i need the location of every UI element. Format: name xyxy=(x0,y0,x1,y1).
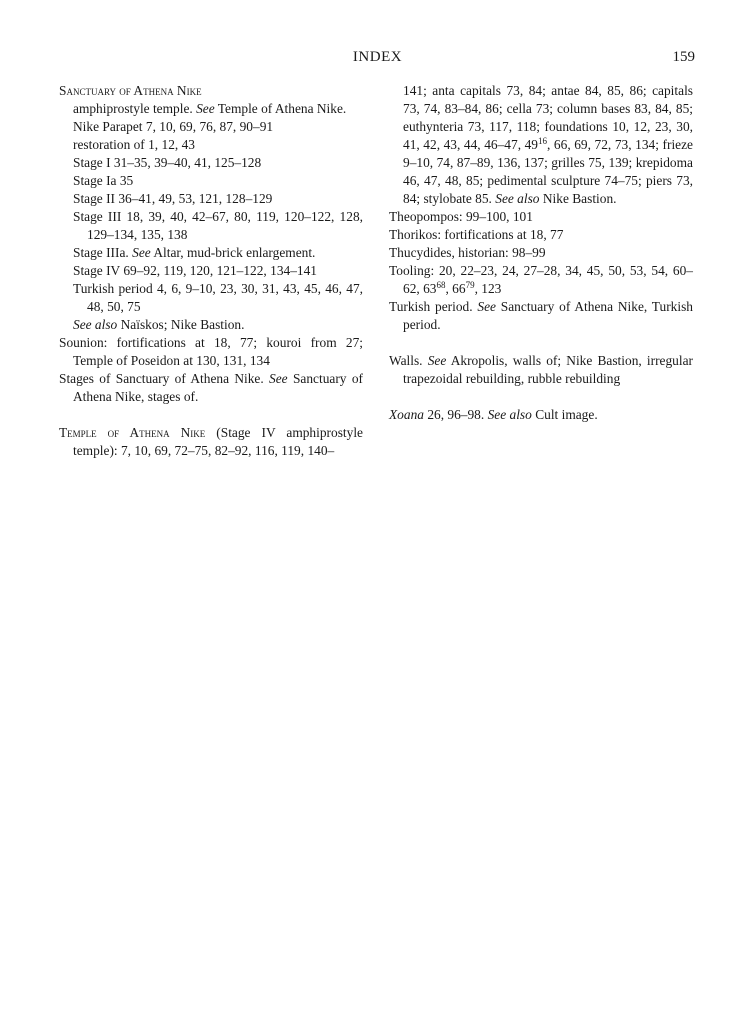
index-entry-thucydides: Thucydides, historian: 98–99 xyxy=(389,245,546,260)
subentry-stage-ii: Stage II 36–41, 49, 53, 121, 128–129 xyxy=(73,191,273,206)
index-entry-sounion: Sounion: fortifications at 18, 77; kouroi from 27; Temple of Poseidon at 130, 131, 134 xyxy=(59,335,363,368)
subentry-stage-iv: Stage IV 69–92, 119, 120, 121–122, 134–141 xyxy=(73,263,317,278)
subentry-nike-parapet: Nike Parapet 7, 10, 69, 76, 87, 90–91 xyxy=(73,119,274,134)
index-column-left xyxy=(59,82,363,460)
letter-group-gap xyxy=(389,334,693,352)
subentry-stage-i: Stage I 31–35, 39–40, 41, 125–128 xyxy=(73,155,262,170)
subentry-stage-ia: Stage Ia 35 xyxy=(73,173,134,188)
entry-heading: Temple of Athena Nike xyxy=(59,425,206,440)
index-entry-sanctuary xyxy=(59,82,363,100)
subentry-restoration: restoration of 1, 12, 43 xyxy=(73,137,195,152)
index-entry-theopompos: Theopompos: 99–100, 101 xyxy=(389,209,533,224)
page-title: INDEX xyxy=(352,49,403,65)
index-entry-walls: Walls. See Akropolis, walls of; Nike Bastion, irregular trapezoidal rebuilding, rubble rebuilding xyxy=(389,353,693,386)
subentry-stage-iii: Stage III 18, 39, 40, 42–67, 80, 119, 120–122, 128, 129–134, 135, 138 xyxy=(73,209,363,242)
subentry-turkish-period: Turkish period 4, 6, 9–10, 23, 30, 31, 43, 45, 46, 47, 48, 50, 75 xyxy=(73,281,363,314)
subentry-amphiprostyle: amphiprostyle temple. See Temple of Athena Nike. xyxy=(73,101,347,116)
page-number: 159 xyxy=(672,49,695,65)
letter-group-gap xyxy=(59,406,363,424)
index-column-right xyxy=(389,82,693,424)
index-entry-temple-continued: 141; anta capitals 73, 84; antae 84, 85, 86; capitals 73, 74, 83–84, 86; cella 73; column bases 83, 84, 85; euthynteria 73, 117, 118; foundations 10, 12, 23, 30, 41, 42, 43, 44, 46–47, $49^{16}$, 66, 69, 72, 73, 134; frieze 9–10, 74, 87–89, 136, 137; grilles 75, 139; krepidoma 46, 47, 48, 85; pedimental sculpture 74–75; piers 73, 84; stylobate 85. See also Nike Bastion. xyxy=(403,83,693,206)
index-entry-xoana: Xoana 26, 96–98. See also Cult image. xyxy=(389,407,598,422)
index-entry-temple: Temple of Athena Nike (Stage IV amphiprostyle temple): 7, 10, 69, 72–75, 82–92, 116, 119, 140– xyxy=(59,425,363,458)
letter-group-gap xyxy=(389,388,693,406)
index-entry-thorikos: Thorikos: fortifications at 18, 77 xyxy=(389,227,564,242)
index-entry-turkish-period: Turkish period. See Sanctuary of Athena Nike, Turkish period. xyxy=(389,299,693,332)
subentry-see-also: See also Naïskos; Nike Bastion. xyxy=(73,317,245,332)
subentry-stage-iiia: Stage IIIa. See Altar, mud-brick enlargement. xyxy=(73,245,316,260)
index-entry-tooling: Tooling: 20, 22–23, 24, 27–28, 34, 45, 50, 53, 54, 60–62, $63^{68}$, $66^{79}$, 123 xyxy=(389,263,693,296)
index-entry-stages: Stages of Sanctuary of Athena Nike. See Sanctuary of Athena Nike, stages of. xyxy=(59,371,363,404)
entry-heading: Sanctuary of Athena Nike xyxy=(59,83,202,98)
